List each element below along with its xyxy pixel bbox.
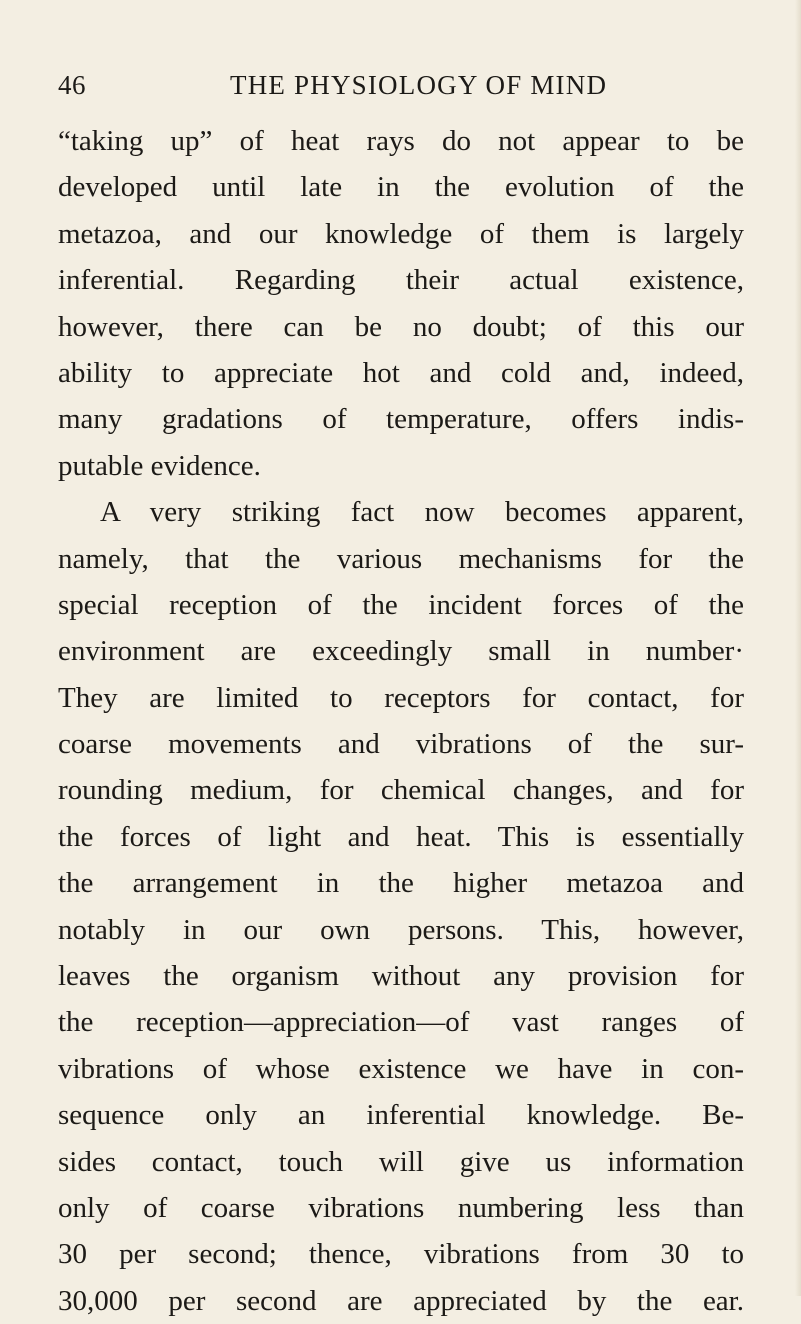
text-line: leaves the organism without any provision for: [58, 960, 744, 993]
text-line: coarse movements and vibrations of the sur-: [58, 728, 744, 761]
page-edge: [795, 0, 801, 1296]
text-line: metazoa, and our knowledge of them is largely: [58, 217, 744, 250]
text-line: sides contact, touch will give us information: [58, 1145, 744, 1178]
text-line: notably in our own persons. This, however,: [58, 913, 744, 946]
text-line: many gradations of temperature, offers indis-: [58, 403, 744, 436]
text-line: namely, that the various mechanisms for the: [58, 542, 744, 575]
text-line: 30 per second; thence, vibrations from 30 to: [58, 1238, 744, 1271]
text-line: the arrangement in the higher metazoa and: [58, 867, 744, 900]
text-line: vibrations of whose existence we have in con-: [58, 1052, 744, 1085]
text-line: special reception of the incident forces of the: [58, 588, 744, 621]
running-header: [58, 70, 744, 106]
text-line: developed until late in the evolution of the: [58, 171, 744, 204]
text-line: the forces of light and heat. This is essentially: [58, 820, 744, 853]
text-line: environment are exceedingly small in number·: [58, 635, 744, 668]
text-line: the reception—appreciation—of vast ranges of: [58, 1006, 744, 1039]
text-line: sequence only an inferential knowledge. Be-: [58, 1099, 744, 1132]
text-line: “taking up” of heat rays do not appear to be: [58, 125, 744, 157]
text-line: inferential. Regarding their actual existence,: [58, 264, 744, 297]
text-line: however, there can be no doubt; of this our: [58, 310, 744, 343]
text-line: only of coarse vibrations numbering less than: [58, 1191, 744, 1224]
text-line: They are limited to receptors for contact, for: [58, 681, 744, 714]
page-number: 46: [58, 70, 86, 100]
running-title: THE PHYSIOLOGY OF MIND: [230, 70, 608, 100]
paragraph-start-line: A very striking fact now becomes apparent,: [100, 496, 744, 529]
body-text: [58, 118, 744, 1324]
text-line: putable evidence.: [58, 449, 261, 482]
text-line: 30,000 per second are appreciated by the ear.: [58, 1284, 744, 1317]
text-line: ability to appreciate hot and cold and, indeed,: [58, 356, 744, 389]
text-line: rounding medium, for chemical changes, and for: [58, 774, 744, 807]
